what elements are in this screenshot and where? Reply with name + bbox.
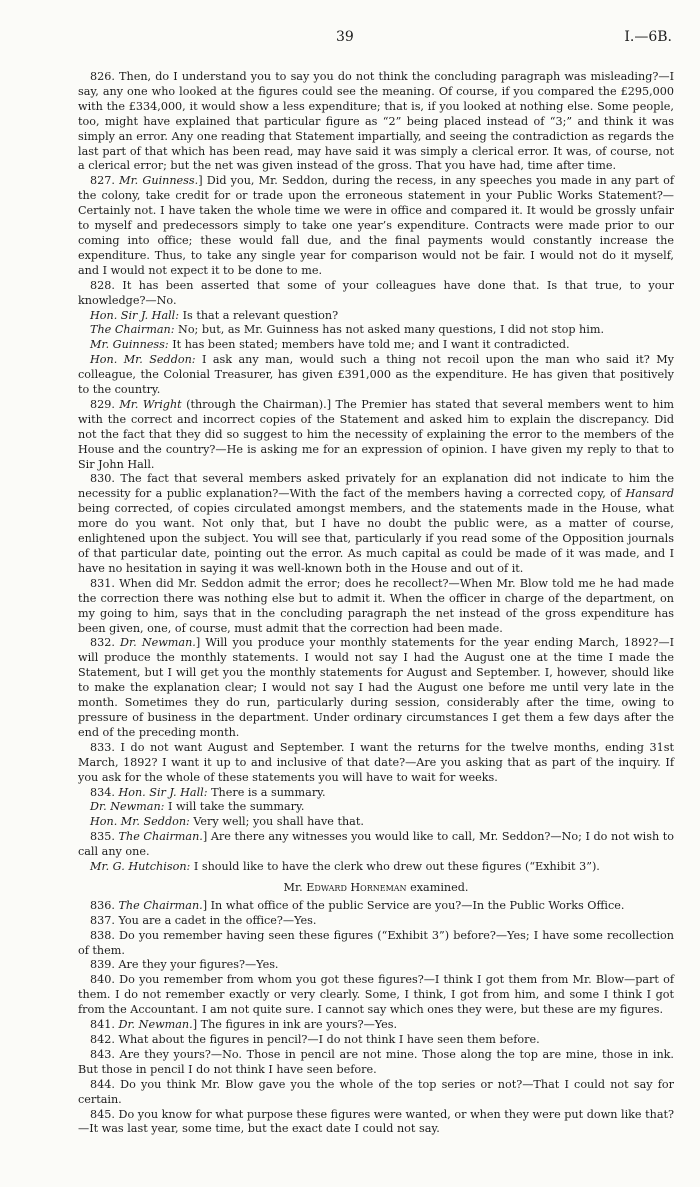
testimony-part-2 — [78, 899, 674, 1138]
speaker-name: The Chairman: — [90, 323, 175, 337]
paragraph — [78, 800, 674, 815]
paragraph-text: ] The figures in ink are yours?—Yes. — [192, 1018, 398, 1032]
paragraph — [78, 815, 674, 830]
speaker-name: Mr. Wright — [119, 397, 182, 411]
paragraph-text: 838. Do you remember having seen these figures (“Exhibit 3”) before?—Yes; I have some recollection of them. — [78, 928, 674, 957]
speaker-name: The Chairman. — [118, 830, 203, 844]
paragraph-text: 845. Do you know for what purpose these figures were wanted, or when they were put down like that?—It was last year, some time, but the exact date I could not say. — [78, 1107, 674, 1136]
speaker-name: Mr. G. Hutchison: — [90, 860, 191, 874]
witness-name: Edward Horneman — [306, 880, 407, 894]
paragraph — [78, 899, 674, 914]
speaker-name: Dr. Newman. — [120, 636, 196, 650]
speaker-name: Dr. Newman. — [118, 1018, 193, 1032]
document-body — [78, 70, 674, 1137]
paragraph-lead: 841. — [90, 1018, 119, 1032]
paragraph — [78, 973, 674, 1018]
speaker-name: Hon. Sir J. Hall: — [118, 785, 208, 799]
paragraph-text: 826. Then, do I understand you to say you do not think the concluding paragraph was misleading?—I say, any one who looked at the figures could see the meaning. Of course, if you compared the £295,000 with the £334,000, it would show a less expenditure; that is, if you looked at nothing else. Some people, too, might have explained that particular figure as “2” being placed instead of “3;” and think it was simply an error. Any one reading that Statement impartially, and seeing the contradiction as regards the last part of that which has been read, may have said it was simply a clerical error. It was, of course, not a clerical error; but the net was given instead of the gross. That you have had, time after time. — [78, 70, 674, 173]
paragraph-text: 837. You are a cadet in the office?—Yes. — [90, 913, 317, 927]
speaker-name: Hon. Sir J. Hall: — [90, 308, 180, 322]
paragraph — [78, 309, 674, 324]
paragraph-text: being corrected, of copies circulated amongst members, and the statements made in the House, what more do you want. Not only that, but I have no doubt the public were, as a matter of course, enlightened upon the subject. You will see that, particularly if you read some of the Opposition journals of that particular date, pointing out the error. As much capital as could be made of it was made, and I have no hesitation in saying it was well-known both in the House and out of it. — [78, 502, 674, 575]
paragraph-text: Is that a relevant question? — [179, 308, 339, 322]
paragraph — [78, 741, 674, 786]
paragraph-text: I ask any man, would such a thing not recoil upon the man who said it? My colleague, the Colonial Treasurer, has given £391,000 as the expenditure. He has given that positively to the country. — [78, 353, 675, 397]
paragraph — [78, 1048, 674, 1078]
paragraph — [78, 338, 674, 353]
speaker-name: Hansard — [625, 487, 674, 501]
paragraph-text: 833. I do not want August and September. I want the returns for the twelve months, ending 31st March, 1892? I want it up to and inclusive of that date?—Are you asking that as part of the inquiry. If you ask for the whole of these statements you will have to wait for weeks. — [78, 740, 674, 784]
heading-suffix: examined. — [406, 880, 469, 894]
page-header — [0, 30, 700, 50]
paragraph — [78, 279, 674, 309]
paragraph — [78, 860, 674, 875]
heading-prefix: Mr. — [283, 880, 307, 894]
paragraph — [78, 1033, 674, 1048]
paragraph-text: 843. Are they yours?—No. Those in pencil are not mine. Those along the top are mine, those in ink. But those in pencil I do not think I have seen before. — [78, 1047, 674, 1076]
paragraph-lead: 834. — [90, 785, 119, 799]
speaker-name: Hon. Mr. Seddon: — [90, 353, 196, 367]
section-heading — [78, 881, 674, 896]
paragraph-text: Very well; you shall have that. — [189, 815, 364, 829]
paragraph — [78, 1018, 674, 1033]
paragraph-lead: 827. — [90, 174, 120, 188]
paragraph — [78, 398, 674, 473]
paragraph-lead: 835. — [90, 830, 119, 844]
speaker-name: Dr. Newman: — [90, 800, 165, 814]
paragraph-lead: 836. — [90, 898, 119, 912]
paragraph — [78, 786, 674, 801]
testimony-part-1 — [78, 70, 674, 875]
paragraph-text: 840. Do you remember from whom you got these figures?—I think I got them from Mr. Blow—part of them. I do not remember exactly or very clearly. Some, I think, I got from him, and some I think I got from the Accountant. I am not quite sure. I cannot say which ones they were, but these are my figures. — [78, 973, 674, 1017]
page-number: 39 — [336, 29, 354, 45]
speaker-name: The Chairman. — [118, 898, 203, 912]
paragraph — [78, 636, 674, 740]
paragraph-text: (through the Chairman).] The Premier has stated that several members went to him with the correct and incorrect copies of the Statement and asked him to explain the discrepancy. Did not the fact that they did so suggest to him the necessity of explaining the error to the members of the House and the country?—He is asking me for an expression of opinion. I have given my reply to that to Sir John Hall. — [78, 397, 674, 471]
paragraph-text: There is a summary. — [207, 785, 326, 799]
paragraph-text: 839. Are they your figures?—Yes. — [90, 958, 279, 972]
paragraph — [78, 323, 674, 338]
paragraph-text: ] In what office of the public Service are you?—In the Public Works Office. — [202, 898, 625, 912]
paragraph — [78, 1078, 674, 1108]
paragraph — [78, 929, 674, 959]
paragraph — [78, 1108, 674, 1138]
paragraph-lead: 832. — [90, 636, 121, 650]
speaker-name: Hon. Mr. Seddon: — [90, 815, 190, 829]
paragraph — [78, 958, 674, 973]
paragraph-text: 844. Do you think Mr. Blow gave you the whole of the top series or not?—That I could not say for certain. — [78, 1077, 674, 1106]
paragraph-text: 842. What about the figures in pencil?—I do not think I have seen them before. — [90, 1033, 540, 1046]
paragraph-text: I will take the summary. — [164, 800, 305, 814]
speaker-name: Mr. Guinness: — [90, 338, 169, 352]
paragraph-text: I should like to have the clerk who drew out these figures (“Exhibit 3”). — [190, 860, 600, 874]
paragraph-text: 828. It has been asserted that some of your colleagues have done that. Is that true, to your knowledge?—No. — [78, 278, 674, 307]
paragraph-lead: 829. — [90, 397, 120, 411]
paragraph-text: ] Are there any witnesses you would like to call, Mr. Seddon?—No; I do not wish to call any one. — [78, 830, 675, 859]
paragraph-text: ] Will you produce your monthly statements for the year ending March, 1892?—I will produce the monthly statements. I would not say I had the August one at the time I made the Statement, but I will get you the monthly statements for August and September. I, however, should like to make the explanation clear; I would not say I had the August one before me until very late in the month. Sometimes they do run, particularly during session, considerably after the time, owing to pressure of business in the department. Under ordinary circumstances I get them a few days after the end of the preceding month. — [78, 636, 674, 739]
paragraph — [78, 472, 674, 576]
paragraph — [78, 577, 674, 637]
paragraph-text: 831. When did Mr. Seddon admit the error; does he recollect?—When Mr. Blow told me he had made the correction there was nothing else but to admit it. When the officer in charge of the department, on my going to him, says that in the concluding paragraph the net instead of the gross expenditure has been given, one, of course, must admit that the correction had been made. — [78, 576, 674, 635]
paragraph-text: It has been stated; members have told me; and I want it contradicted. — [168, 338, 570, 352]
paragraph — [78, 830, 674, 860]
paragraph — [78, 70, 674, 174]
paragraph — [78, 914, 674, 929]
paragraph — [78, 174, 674, 278]
paragraph — [78, 353, 674, 398]
speaker-name: Mr. Guinness. — [119, 174, 199, 188]
paragraph-lead: 830. The fact that several members asked privately for an explanation did not indicate to him the necessity for a public explanation?—With the fact of the members having a corrected copy, of — [78, 472, 674, 501]
document-reference: I.—6B. — [624, 29, 672, 45]
paragraph-text: No; but, as Mr. Guinness has not asked many questions, I did not stop him. — [174, 323, 605, 337]
paragraph-text: ] Did you, Mr. Seddon, during the recess, in any speeches you made in any part of the colony, take credit for or trade upon the erroneous statement in your Public Works Statement?—Certainly not. I have taken the whole time we were in office and compared it. It would be grossly unfair to myself and predecessors simply to take one year’s expenditure. Contracts were made prior to our coming into office; these would fall due, and the final payments would constantly increase the expenditure. Thus, to take any single year for comparison would not be fair. I would not do it myself, and I would not expect it to be done to me. — [78, 174, 674, 277]
